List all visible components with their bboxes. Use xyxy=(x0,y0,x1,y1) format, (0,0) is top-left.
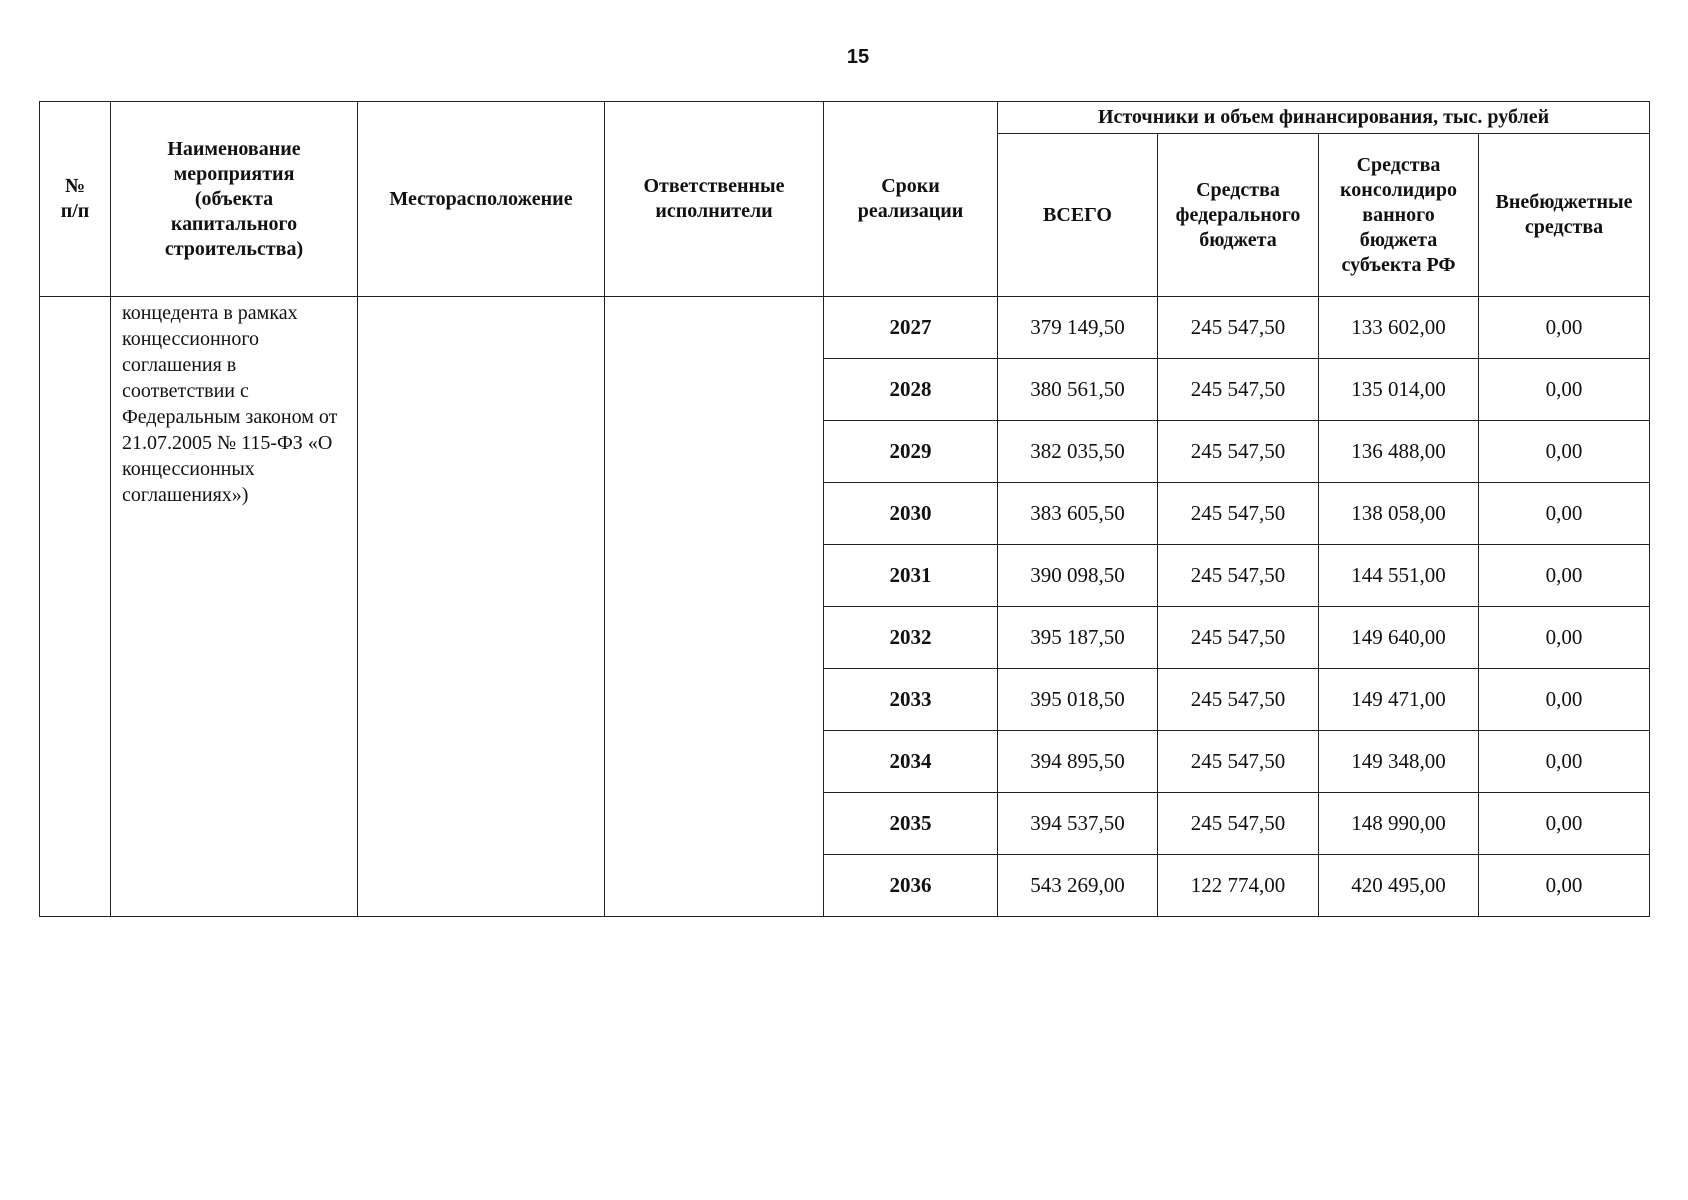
total-cell: 543 269,00 xyxy=(998,855,1158,917)
header-terms: Сроки реализации xyxy=(824,102,998,297)
federal-cell: 122 774,00 xyxy=(1158,855,1319,917)
consolidated-cell: 420 495,00 xyxy=(1319,855,1479,917)
federal-cell: 245 547,50 xyxy=(1158,731,1319,793)
header-responsible: Ответственные исполнители xyxy=(605,102,824,297)
federal-cell: 245 547,50 xyxy=(1158,607,1319,669)
year-cell: 2036 xyxy=(824,855,998,917)
year-cell: 2028 xyxy=(824,359,998,421)
description-cell: концедента в рамках концессионного соглашения в соответствии с Федеральным законом от 21.07.2005 № 115-ФЗ «О концессионных соглашениях») xyxy=(111,297,358,917)
header-total: ВСЕГО xyxy=(998,134,1158,297)
total-cell: 395 018,50 xyxy=(998,669,1158,731)
year-cell: 2032 xyxy=(824,607,998,669)
header-extrabudget: Внебюджетные средства xyxy=(1479,134,1650,297)
year-cell: 2029 xyxy=(824,421,998,483)
consolidated-cell: 149 348,00 xyxy=(1319,731,1479,793)
federal-cell: 245 547,50 xyxy=(1158,421,1319,483)
num-cell xyxy=(40,297,111,917)
extrabudget-cell: 0,00 xyxy=(1479,545,1650,607)
total-cell: 395 187,50 xyxy=(998,607,1158,669)
header-num: № п/п xyxy=(40,102,111,297)
extrabudget-cell: 0,00 xyxy=(1479,607,1650,669)
total-cell: 379 149,50 xyxy=(998,297,1158,359)
consolidated-cell: 149 640,00 xyxy=(1319,607,1479,669)
federal-cell: 245 547,50 xyxy=(1158,545,1319,607)
header-funding-group: Источники и объем финансирования, тыс. рублей xyxy=(998,102,1650,134)
total-cell: 383 605,50 xyxy=(998,483,1158,545)
extrabudget-cell: 0,00 xyxy=(1479,855,1650,917)
extrabudget-cell: 0,00 xyxy=(1479,421,1650,483)
header-federal: Средства федерального бюджета xyxy=(1158,134,1319,297)
extrabudget-cell: 0,00 xyxy=(1479,669,1650,731)
consolidated-cell: 136 488,00 xyxy=(1319,421,1479,483)
federal-cell: 245 547,50 xyxy=(1158,359,1319,421)
year-cell: 2033 xyxy=(824,669,998,731)
total-cell: 394 895,50 xyxy=(998,731,1158,793)
consolidated-cell: 138 058,00 xyxy=(1319,483,1479,545)
total-cell: 394 537,50 xyxy=(998,793,1158,855)
extrabudget-cell: 0,00 xyxy=(1479,731,1650,793)
header-consolidated: Средства консолидиро ванного бюджета субъекта РФ xyxy=(1319,134,1479,297)
total-cell: 382 035,50 xyxy=(998,421,1158,483)
year-cell: 2030 xyxy=(824,483,998,545)
federal-cell: 245 547,50 xyxy=(1158,297,1319,359)
federal-cell: 245 547,50 xyxy=(1158,793,1319,855)
year-cell: 2027 xyxy=(824,297,998,359)
consolidated-cell: 148 990,00 xyxy=(1319,793,1479,855)
year-cell: 2035 xyxy=(824,793,998,855)
extrabudget-cell: 0,00 xyxy=(1479,359,1650,421)
federal-cell: 245 547,50 xyxy=(1158,669,1319,731)
federal-cell: 245 547,50 xyxy=(1158,483,1319,545)
header-name: Наименование мероприятия (объекта капитального строительства) xyxy=(111,102,358,297)
header-location: Месторасположение xyxy=(358,102,605,297)
consolidated-cell: 149 471,00 xyxy=(1319,669,1479,731)
consolidated-cell: 144 551,00 xyxy=(1319,545,1479,607)
total-cell: 380 561,50 xyxy=(998,359,1158,421)
location-cell xyxy=(358,297,605,917)
extrabudget-cell: 0,00 xyxy=(1479,297,1650,359)
extrabudget-cell: 0,00 xyxy=(1479,483,1650,545)
year-cell: 2034 xyxy=(824,731,998,793)
responsible-cell xyxy=(605,297,824,917)
year-cell: 2031 xyxy=(824,545,998,607)
extrabudget-cell: 0,00 xyxy=(1479,793,1650,855)
page-number: 15 xyxy=(846,46,870,68)
table-row xyxy=(40,297,1650,359)
consolidated-cell: 135 014,00 xyxy=(1319,359,1479,421)
funding-table xyxy=(39,101,1650,917)
total-cell: 390 098,50 xyxy=(998,545,1158,607)
consolidated-cell: 133 602,00 xyxy=(1319,297,1479,359)
